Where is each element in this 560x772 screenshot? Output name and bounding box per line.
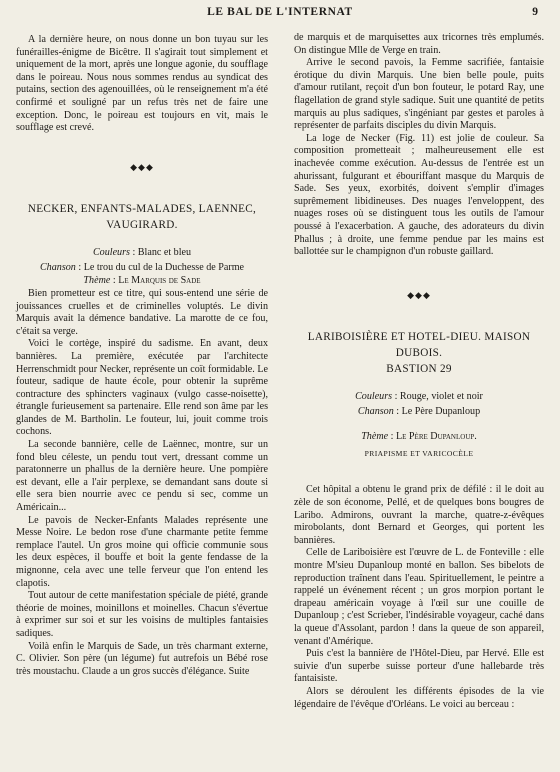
paragraph: de marquis et de marquisettes aux tricornes très emplumés. On distingue Mlle de Verge en train. [294,32,544,56]
section-heading-line-2: VAUGIRARD. [106,219,178,232]
paragraph: Bien prometteur est ce titre, qui sous-entend une série de jouissances cruelles et de criminelles voluptés. Le divin Marquis avait la démence bandative. La marotte de ce fou, c'était sa verge. [16,287,268,337]
paragraph: Voilà enfin le Marquis de Sade, un très charmant externe, C. Olivier. Son père (un légume) fut autrefois un Bébé rose très moustachu. Claude a un gros succès d'élégance. Suite [16,640,268,677]
colors-label: Couleurs [355,391,393,403]
chanson-label: Chanson [39,262,76,274]
paragraph: Arrive le second pavois, la Femme sacrifiée, fantaisie érotique du divin Marquis. Une bien belle poule, puits d'amour rutilant, reçoit d'un bon fouteur, le potard Ray, une flagellation de grand style sadique. Suit une quantité de petits marquis au plus sadiques, s'ingéniant par gestes et paroles à représenter de parfaits disciples du divin Marquis. [294,57,544,132]
chanson-value: : Le Père Dupanloup [393,406,481,418]
theme-line [16,275,268,288]
section-heading-line-1: LARIBOISIÈRE ET HOTEL-DIEU. MAISON DUBOIS. [307,331,531,360]
page-number: 9 [532,6,538,18]
paragraph: Puis c'est la bannière de l'Hôtel-Dieu, par Hervé. Elle est suivie d'un superbe suisse porteur d'une hallebarde très fantaisiste. [294,648,544,685]
chanson-line [294,404,544,419]
chanson-line [16,260,268,275]
paragraph: Le pavois de Necker-Enfants Malades représente une Messe Noire. Le bedon rose d'une charmante petite femme remplace l'autel. Un gros moine qui officie communie sous les deux espèces, il bouffe et boit la gente fendasse de la mignonne, cela avec une telle ferveur que l'on entend les clapotis. [16,514,268,589]
paragraph: Cet hôpital a obtenu le grand prix de défilé : il le doit au zèle de son économe, Pellé, et de quelques bons bougres de Laribo. Admirons, ouvrant la marche, quatre-z-évêques mirobolants, dont Bernard et Georges, qui portent les bannières. [294,484,544,546]
section-heading-line-2: BASTION 29 [386,363,452,376]
colors-line [294,389,544,404]
paragraph: Celle de Lariboisière est l'œuvre de L. de Fonteville : elle montre M'sieu Dupanloup monté en ballon. Ses bibelots de reproduction traînent dans l'eau. Spirituellement, le peintre a rappelé un événement récent ; un gros morpion portant le drapeau américain voyage à l'œil sur une couille de Dupanloup ; c'est Scrieber, l'indésirable voyageur, caché dans la queue d'Assolant, pardon ! dans la queue de son appareil, venant d'Amérique. [294,547,544,647]
theme-label: Thème [361,431,389,443]
theme-value: : Le Père Dupanloup. [388,431,477,443]
colors-label: Couleurs [92,247,130,259]
ornament-divider: ◆◆◆ [130,161,154,172]
paragraph: Tout autour de cette manifestation spéciale de piété, grande théorie de moines, moinillons et moinelles. Chacun s'évertue à exprimer sur soi et sur les voisins de multiples fantaisies sadiques. [16,590,268,639]
paragraph: La loge de Necker (Fig. 11) est jolie de couleur. Sa composition prometteait ; malheureusement elle est inachevée comme exécution. Au-dessus de l'entrée est un ahurissant, fulgurant et ébouriffant masque du Marquis de Sade. Ses yeux, exorbités, doivent s'emplir d'images suprêmement libidineuses. Des nuages l'enveloppent, des nuages roses où se distinguent tous les outils de l'amour poussé à l'exacerbation. A gauche, des adorateurs du divin Phallus ; à droite, une femme pendue par les mains est ballottée sur le champignon d'un robuste gaillard. [294,132,544,258]
left-column [16,34,268,678]
colors-line [16,245,268,260]
colors-value: : Blanc et bleu [129,247,192,259]
paragraph: La seconde bannière, celle de Laënnec, montre, sur un fond bleu céleste, un pendu tout vert, dressant comme un paratonnerre un phallus de la dernière heure. Une pompière est devant, elle a l'air perplexe, se demandant sans doute si elle sera bien nourrie avec ce pendu si sec, comme un Américain... [16,439,268,514]
colors-value: : Rouge, violet et noir [392,391,483,403]
chanson-value: : Le trou du cul de la Duchesse de Parme [75,262,245,274]
theme-subtitle: PRIAPISME ET VARICOCÈLE [364,448,474,458]
chanson-label: Chanson [357,406,394,418]
section-heading [294,329,544,377]
theme-value: : Le Marquis de Sade [110,275,201,287]
section-heading [16,201,268,233]
section-heading-line-1: NECKER, ENFANTS-MALADES, LAENNEC, [27,203,257,216]
theme-line [294,431,544,444]
paragraph: Alors se déroulent les différents épisodes de la vie légendaire de l'évêque d'Orléans. Le voici au berceau : [294,685,544,710]
intro-paragraph: A la dernière heure, on nous donne un bon tuyau sur les funérailles-énigme de Bicêtre. Il s'agirait tout simplement et uniquement de la mort, après une longue agonie, du soufflage dans le poireau. Nous nous sommes rendus au syndicat des putains, section des agenouillées, où le renseignement m'a été confirmé et souligné par un refus très net de faire une exception. Donc, le poireau est toujours en vit, mais le soufflage est crevé. [16,34,268,134]
ornament-divider: ◆◆◆ [407,289,431,300]
paragraph: Voici le cortège, inspiré du sadisme. En avant, deux bannières. La première, exécutée par l'architecte Herrenschmidt pour Necker, représente un coït formidable. Le fouteur, sadique de haute école, pour obtenir la suprême contracture des sphincters vaginaux (vulgo casse-noisette), étrangle furieusement sa partenaire. Elle rend son âme par les glandes de M. Bartholin. Le fouteur, lui, jouit comme trois cochons. [16,338,268,438]
page-header [0,6,560,24]
running-title: LE BAL DE L'INTERNAT [207,6,353,18]
theme-label: Thème [83,275,111,287]
right-column [294,32,544,711]
